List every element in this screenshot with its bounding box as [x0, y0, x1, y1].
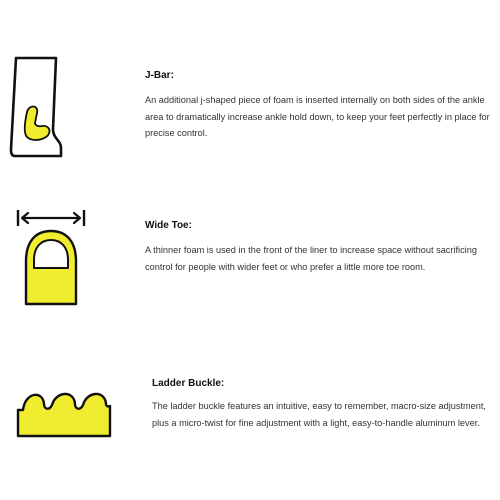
- feature-description: A thinner foam is used in the front of the liner to increase space without sacrificing control for people with wider feet or who prefer a little more toe room.: [145, 245, 477, 272]
- feature-title: Wide Toe:: [145, 220, 192, 231]
- feature-ladder-buckle-text: [152, 378, 492, 431]
- feature-jbar-text: [145, 70, 490, 142]
- ladder-buckle-icon: [14, 384, 114, 440]
- wide-toe-icon: [14, 206, 90, 306]
- feature-description: An additional j-shaped piece of foam is inserted internally on both sides of the ankle area to dramatically increase ankle hold down, to keep your feet perfectly in place for precise control.: [145, 95, 490, 138]
- feature-title: J-Bar:: [145, 70, 174, 81]
- feature-description: The ladder buckle features an intuitive, easy to remember, macro-size adjustment, plus a micro-twist for fine adjustment with a light, easy-to-handle aluminum lever.: [152, 401, 486, 428]
- feature-wide-toe-text: [145, 220, 490, 275]
- feature-jbar: [0, 0, 500, 170]
- feature-wide-toe: [0, 170, 500, 330]
- feature-title: Ladder Buckle:: [152, 378, 225, 389]
- boot-jbar-icon: [8, 55, 64, 159]
- feature-ladder-buckle: [0, 330, 500, 500]
